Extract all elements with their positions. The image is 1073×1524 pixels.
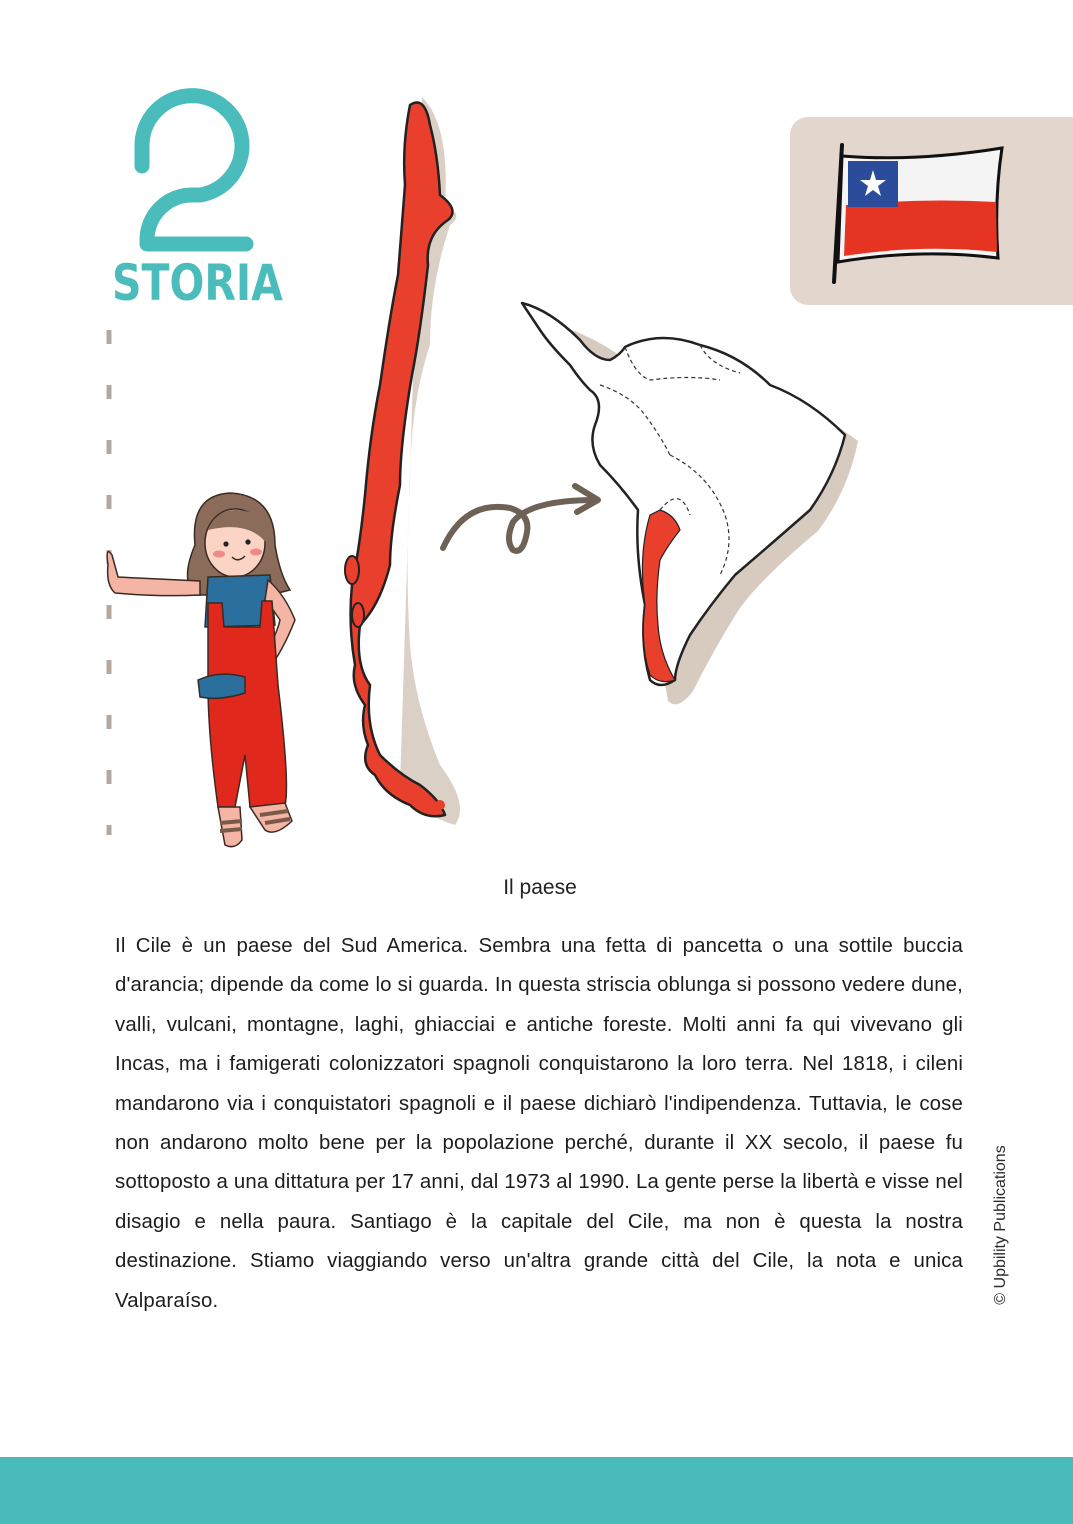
- chile-flag-icon: [820, 140, 1020, 290]
- chapter-number-2-icon: [100, 80, 280, 260]
- copyright-notice: © Upbility Publications: [992, 1145, 1009, 1305]
- chile-map-illustration: [330, 85, 480, 835]
- chapter-title: STORIA: [112, 254, 283, 312]
- girl-character-illustration: [100, 485, 310, 855]
- body-paragraph: Il Cile è un paese del Sud America. Sembra una fetta di pancetta o una sottile buccia d'arancia; dipende da come lo si guarda. In questa striscia oblunga si possono vedere dune, valli, vulcani, montagne, laghi, ghiacciai e antiche foreste. Molti anni fa qui vivevano gli Incas, ma i famigerati colonizzatori spagnoli conquistarono la loro terra. Nel 1818, i cileni mandarono via i conquistatori spagnoli e il paese dichiarò l'indipendenza. Tuttavia, le cose non andarono molto bene per la popolazione perché, durante il XX secolo, il paese fu sottoposto a una dittatura per 17 anni, dal 1973 al 1990. La gente perse la libertà e visse nel disagio e nella paura. Santiago è la capitale del Cile, ma non è questa la nostra destinazione. Stiamo viaggiando verso un'altra grande città del Cile, la nota e unica Valparaíso.: [115, 935, 963, 1312]
- section-caption: Il paese: [503, 876, 577, 899]
- footer-band: [0, 1457, 1073, 1524]
- south-america-map-illustration: [510, 285, 865, 710]
